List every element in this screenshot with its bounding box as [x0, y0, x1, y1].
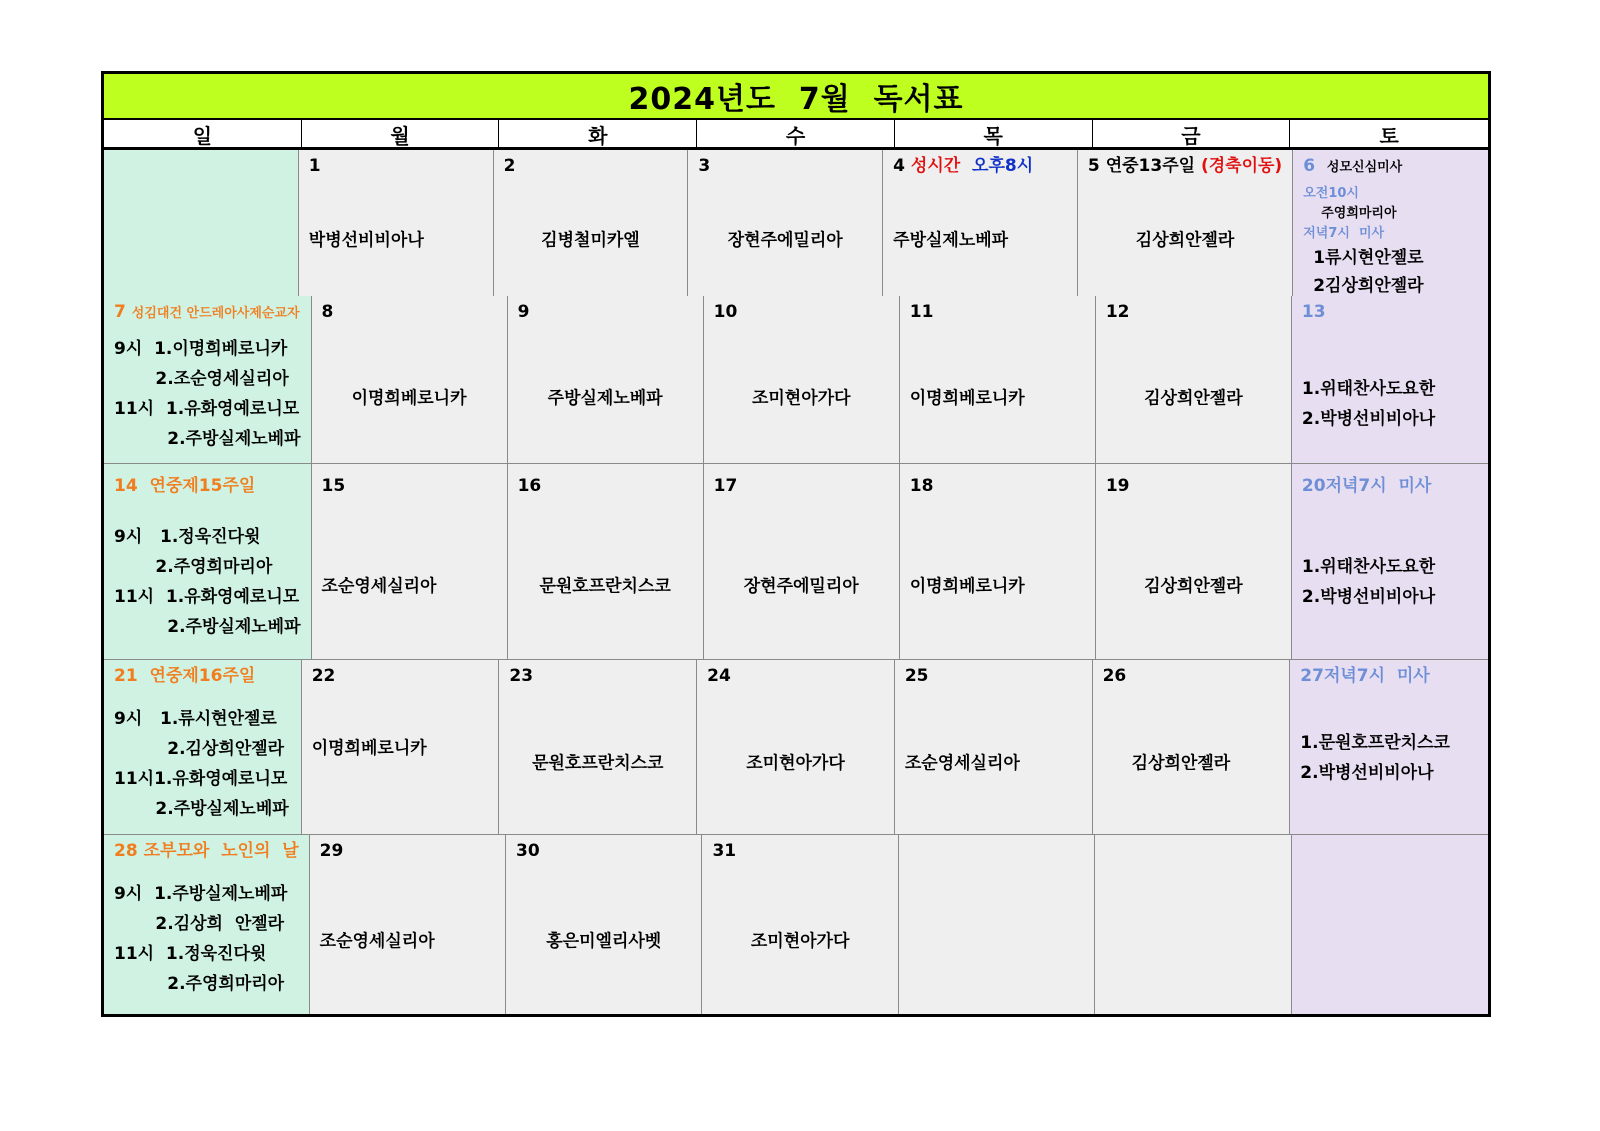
day-number: 18: [909, 476, 934, 496]
day-number: 30: [516, 841, 540, 861]
mass-reader-list: [1302, 552, 1478, 612]
mass-reader-line: 2.주방실제노베파: [114, 617, 301, 637]
day-cell-empty: [899, 835, 1095, 1014]
reader-name: 1류시현안젤로: [1313, 248, 1424, 268]
reader-name: 이명희베로니카: [909, 576, 1025, 597]
mass-reader-line: 9시 1.이명희베로니카: [114, 339, 288, 359]
reader-name: 조순영세실리아: [904, 753, 1020, 774]
day-cell: [1093, 660, 1291, 834]
day-cell-empty: [1095, 835, 1291, 1014]
weekday-thu: 목: [895, 120, 1093, 149]
day-number: 31: [712, 841, 737, 861]
week-row-1: [104, 150, 1488, 296]
mass-event: 성모신심미사: [1326, 160, 1403, 175]
day-cell: [508, 464, 704, 659]
mass-reader-line: 11시 1.정욱진다윗: [114, 944, 267, 964]
day-number: 26: [1102, 666, 1127, 686]
day-cell: [299, 150, 494, 306]
day-header-line: [1303, 156, 1478, 178]
feast-note: (경축이동): [1200, 156, 1283, 176]
mass-reader-line: 11시1.유화영예로니모: [114, 769, 288, 789]
week-row-5: [104, 835, 1488, 1014]
week-row-2: [104, 296, 1488, 464]
day-number: 15: [321, 476, 346, 496]
weekday-tue: 화: [499, 120, 697, 149]
day-number: 3: [698, 156, 711, 176]
mass-reader-line: 1.문원호프란치스코: [1300, 733, 1450, 753]
mass-reader-line: 9시 1.정욱진다윗: [114, 527, 261, 547]
day-cell: [704, 296, 900, 463]
reader-name: 김병철미카엘: [541, 230, 640, 251]
mass-reader-line: 1.위태찬사도요한: [1301, 379, 1436, 399]
day-number: 9: [517, 302, 530, 322]
day-number: 25: [904, 666, 929, 686]
day-cell: [1096, 296, 1292, 463]
day-number: 17: [713, 476, 738, 496]
day-number: 4: [893, 156, 905, 176]
weekday-sat: 토: [1379, 124, 1399, 148]
reader-name: 주방실제노베파: [893, 230, 1009, 251]
day-header-line: [893, 156, 1067, 176]
day-cell: [1078, 150, 1293, 306]
day-cell-sunday: [104, 835, 310, 1014]
reader-name: 홍은미엘리사벳: [546, 931, 662, 952]
day-cell: [900, 296, 1096, 463]
day-number: 24: [707, 666, 731, 686]
reader-name: 김상희안젤라: [1144, 576, 1243, 597]
day-cell: [499, 660, 697, 834]
schedule-title: 2024년도 7월 독서표: [104, 74, 1488, 120]
day-cell: [494, 150, 689, 306]
weekday-fri: 금: [1093, 120, 1291, 149]
reader-name: 조순영세실리아: [319, 931, 435, 952]
day-cell: [704, 464, 900, 659]
week-row-3: [104, 464, 1488, 660]
day-cell: [302, 660, 500, 834]
weekday-sun: 일: [104, 120, 302, 149]
sunday-event: 연중제16주일: [149, 666, 256, 686]
day-cell-sunday: [104, 296, 312, 463]
mass-reader-line: 2.박병선비비아나: [1301, 587, 1436, 607]
reader-name: 조순영세실리아: [321, 576, 437, 597]
day-number: 19: [1105, 476, 1130, 496]
day-cell-saturday: [1292, 835, 1488, 1014]
sunday-event: 연중제15주일: [149, 476, 256, 496]
reader-name: 2김상희안젤라: [1313, 276, 1424, 296]
reader-name: 조미현아가다: [750, 931, 850, 952]
mass-reader-line: 9시 1.류시현안젤로: [114, 709, 277, 729]
day-cell: [312, 296, 508, 463]
day-cell: [702, 835, 898, 1014]
day-header-line: [1088, 156, 1282, 176]
mass-reader-list: [114, 522, 301, 642]
day-header-line: [114, 476, 301, 496]
mass-reader-line: 2.주영희마리아: [114, 557, 273, 577]
reader-name: 이명희베로니카: [909, 388, 1025, 409]
day-number: 13: [1301, 302, 1326, 322]
evening-mass-label: 저녁7시 미사: [1303, 226, 1385, 241]
sunday-event: 성김대건 안드레아사제순교자: [131, 306, 300, 321]
day-cell-saturday: [1292, 464, 1488, 659]
reader-name: 이명희베로니카: [351, 388, 467, 409]
reader-name: 조미현아가다: [751, 388, 851, 409]
mass-reader-list: [114, 879, 299, 999]
day-cell-saturday: [1290, 660, 1488, 834]
reader-name: 이명희베로니카: [311, 738, 427, 759]
day-cell-sunday: [104, 660, 302, 834]
day-cell: [895, 660, 1093, 834]
reading-schedule-table: [101, 71, 1491, 1017]
day-number: 5: [1087, 156, 1100, 176]
time-note: 오후8시: [972, 156, 1034, 176]
day-header-line: 27저녁7시 미사: [1300, 666, 1430, 686]
day-cell-saturday: [1292, 296, 1488, 463]
mass-reader-line: 1.위태찬사도요한: [1301, 557, 1436, 577]
mass-reader-line: 11시 1.유화영예로니모: [114, 587, 300, 607]
mass-reader-list: [1302, 374, 1478, 434]
day-cell: [900, 464, 1096, 659]
day-number: 23: [509, 666, 534, 686]
mass-reader-list: [114, 704, 291, 824]
mass-reader-line: 2.주방실제노베파: [114, 799, 289, 819]
weekday-mon: 월: [302, 120, 500, 149]
day-cell: [883, 150, 1078, 306]
day-number: 16: [517, 476, 542, 496]
day-number: 11: [909, 302, 934, 322]
weekday-header: [104, 120, 1488, 150]
week-row-4: [104, 660, 1488, 835]
reader-name: 김상희안젤라: [1131, 753, 1231, 774]
reader-name: 주방실제노베파: [547, 388, 663, 409]
day-number: 14: [114, 476, 138, 496]
reader-name: 문원호프란치스코: [532, 753, 664, 774]
day-cell: [508, 296, 704, 463]
reader-name: 김상희안젤라: [1135, 230, 1235, 251]
sunday-note: 연중13주일: [1105, 156, 1196, 176]
day-number: 1: [308, 156, 321, 176]
mass-reader-line: 2.박병선비비아나: [1300, 763, 1434, 783]
day-number: 21: [114, 666, 138, 686]
mass-reader-list: [114, 334, 301, 454]
reader-name: 김상희안젤라: [1144, 388, 1243, 409]
mass-reader-line: 2.김상희 안젤라: [114, 914, 285, 934]
day-header-line: [114, 302, 301, 324]
day-cell: [688, 150, 883, 306]
day-header-line: 20저녁7시 미사: [1301, 476, 1432, 496]
reader-name: 문원호프란치스코: [539, 576, 671, 597]
day-cell: [310, 835, 506, 1014]
day-cell-saturday: [1293, 150, 1488, 306]
holy-hour-note: 성시간: [910, 156, 961, 176]
reader-name: 장현주에밀리아: [727, 230, 843, 251]
day-number: 2: [503, 156, 516, 176]
reader-name: 주영희마리아: [1321, 206, 1397, 221]
day-number: 10: [713, 302, 738, 322]
mass-reader-line: 11시 1.유화영예로니모: [114, 399, 300, 419]
day-cell: [506, 835, 702, 1014]
mass-reader-line: 2.주방실제노베파: [114, 429, 301, 449]
day-number: 28: [114, 841, 138, 861]
day-number: 7: [114, 302, 126, 322]
day-header-line: [114, 666, 291, 686]
day-number: 22: [311, 666, 336, 686]
mass-reader-line: 2.김상희안젤라: [114, 739, 285, 759]
sunday-event: 조부모와 노인의 날: [143, 841, 299, 861]
day-cell: [1096, 464, 1292, 659]
day-header-line: [114, 841, 299, 861]
reader-name: 조미현아가다: [746, 753, 845, 774]
day-cell-sunday: [104, 464, 312, 659]
mass-reader-line: 9시 1.주방실제노베파: [114, 884, 288, 904]
mass-reader-line: 2.조순영세실리아: [114, 369, 289, 389]
day-cell: [697, 660, 895, 834]
day-number: 6: [1303, 156, 1316, 176]
day-number: 8: [321, 302, 334, 322]
reader-name: 박병선비비아나: [308, 230, 424, 251]
day-number: 12: [1105, 302, 1130, 322]
day-number: 29: [319, 841, 344, 861]
mass-reader-list: [1300, 728, 1478, 788]
morning-mass-label: 오전10시: [1303, 186, 1359, 201]
day-cell-sunday: [104, 150, 299, 306]
day-cell: [312, 464, 508, 659]
reader-name: 장현주에밀리아: [743, 576, 859, 597]
mass-reader-line: 2.주영희마리아: [114, 974, 285, 994]
weekday-wed: 수: [697, 120, 895, 149]
mass-reader-line: 2.박병선비비아나: [1301, 409, 1436, 429]
